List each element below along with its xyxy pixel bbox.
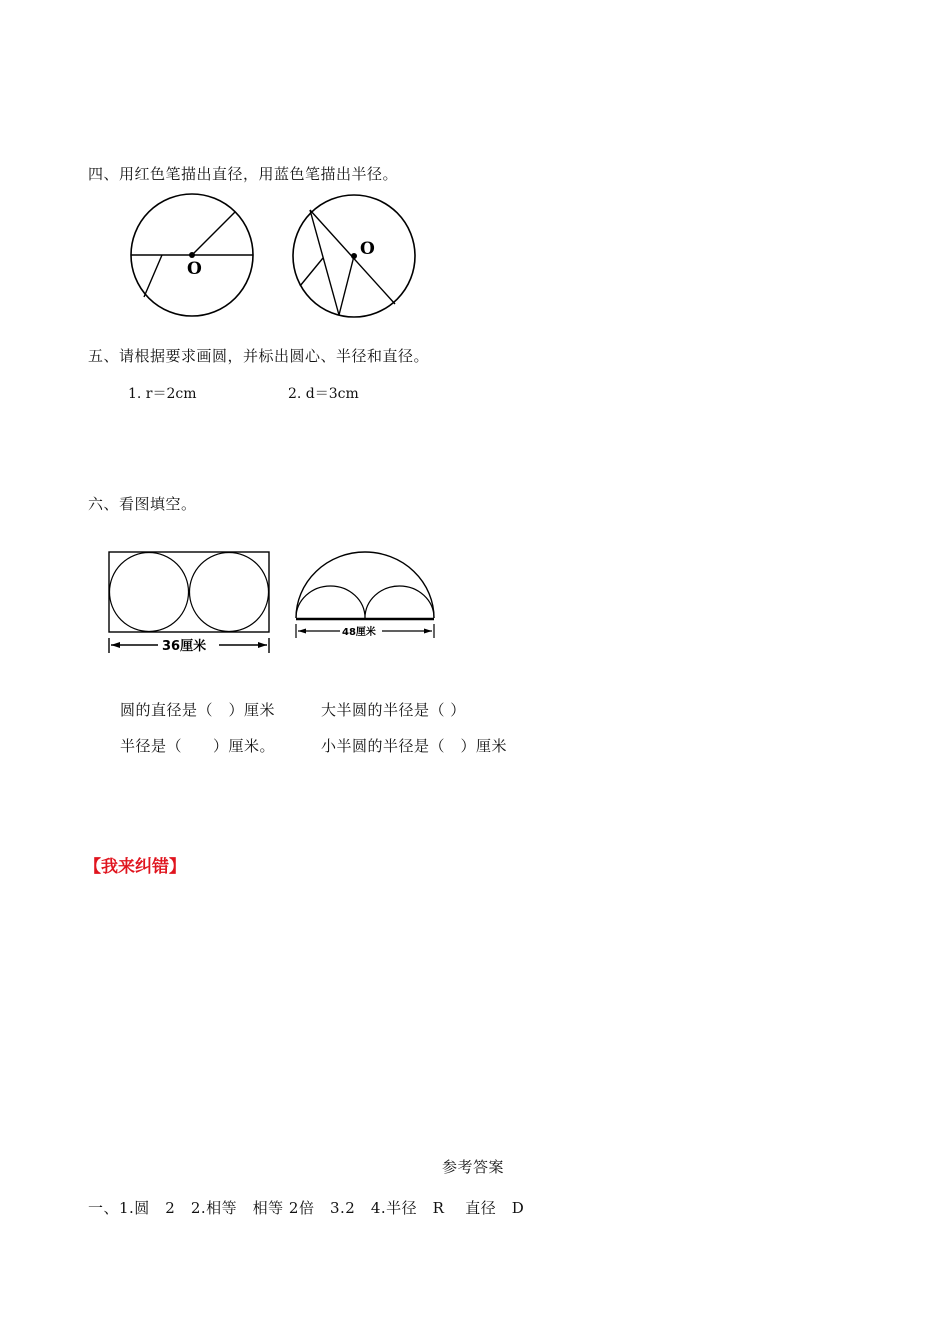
fig1-dimension-label: 36厘米 [162,639,207,654]
circle1-center-label: O [187,259,202,279]
fig2-dimension-label: 48厘米 [342,627,376,638]
section5-title: 五、请根据要求画圆，并标出圆心、半径和直径。 [88,347,430,365]
question-circle-diameter: 圆的直径是（ ）厘米 [120,701,276,719]
answers-line-1: 一、1.圆 2 2.相等 相等 2倍 3.2 4.半径 R 直径 D [88,1199,525,1217]
section5-item-1: 1. r＝2cm [128,386,197,402]
circle-figure-2 [292,194,422,318]
circle2-center-label: O [360,239,375,259]
section5-item-2: 2. d＝3cm [288,386,359,402]
answers-title: 参考答案 [442,1158,505,1176]
circle-figure-1 [128,194,258,318]
rectangle-two-circles-figure [106,548,272,658]
section6-title: 六、看图填空。 [88,495,197,513]
question-large-semicircle-radius: 大半圆的半径是（ ） [321,701,466,719]
section4-title: 四、用红色笔描出直径，用蓝色笔描出半径。 [88,165,399,183]
semicircles-figure [292,548,438,642]
correction-heading: 【我来纠错】 [84,857,186,877]
question-small-semicircle-radius: 小半圆的半径是（ ）厘米 [321,737,508,755]
question-circle-radius: 半径是（ ）厘米。 [120,737,276,755]
